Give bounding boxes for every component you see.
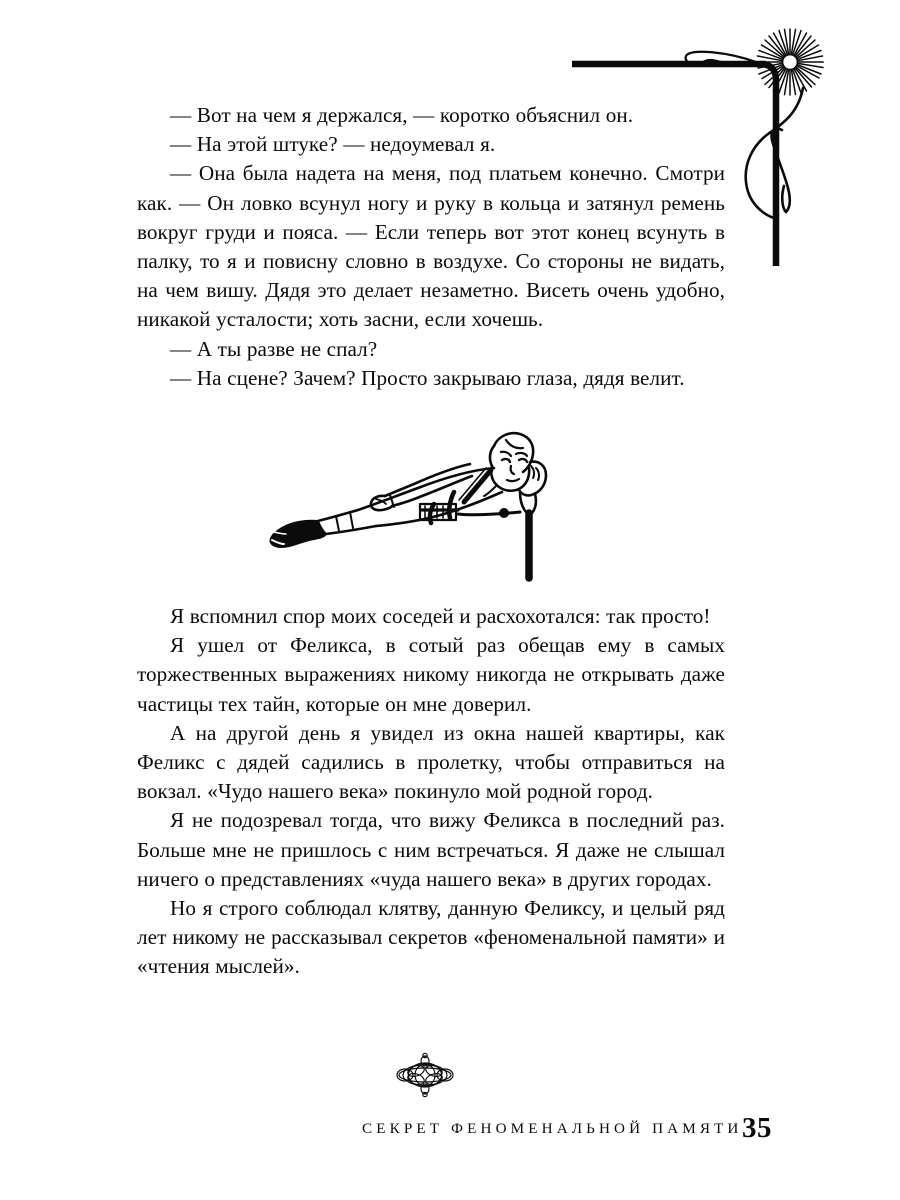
- paragraph: Я не подозревал тогда, что вижу Феликса в последний раз. Больше мне не пришлось с ним встречаться. Я даже не слышал ничего о представлениях «чуда нашего века» в других городах.: [137, 808, 725, 891]
- eye-near: [502, 459, 510, 462]
- trouser-crease-shin: [336, 516, 339, 531]
- illustration-svg: [258, 418, 568, 593]
- trouser-crease-knee: [350, 512, 353, 528]
- paragraph: Я вспомнил спор моих соседей и расхохотался: так просто!: [170, 604, 711, 628]
- eye-far: [519, 459, 527, 462]
- running-foot-title: СЕКРЕТ ФЕНОМЕНАЛЬНОЙ ПАМЯТИ: [362, 1120, 743, 1137]
- ornament-tendril-long: [746, 88, 803, 218]
- ornament-small-loop: [686, 52, 756, 64]
- paragraph: — А ты разве не спал?: [170, 336, 378, 361]
- paragraph: — На этой штуке? — недоумевал я.: [170, 132, 496, 157]
- boy-reclining-on-pole-illustration: [258, 418, 568, 593]
- body-text-lower: [137, 602, 725, 982]
- body-text-upper: [137, 101, 725, 393]
- harness-to-pole-link: [458, 512, 520, 515]
- footer-knot-svg: [396, 1052, 454, 1098]
- ornament-tendril-leaf: [772, 129, 790, 212]
- dandelion-flower-icon: [757, 29, 823, 95]
- near-arm-upper: [385, 464, 470, 496]
- hair-outline: [494, 433, 533, 472]
- supporting-forearm: [532, 494, 536, 513]
- paragraph: Я ушел от Феликса, в сотый раз обещав ему в самых торжественных выражениях никому никогда не открывать даже частицы тех тайн, которые он мне доверил.: [137, 633, 725, 716]
- mouth: [507, 479, 519, 481]
- near-arm-lower: [392, 476, 472, 506]
- nose: [511, 466, 514, 474]
- eyebrow-far: [516, 453, 527, 456]
- hair-back: [490, 446, 494, 466]
- hand-fingers: [536, 468, 539, 480]
- footer-knot-ornament: [396, 1052, 454, 1098]
- paragraph: — Она была надета на меня, под платьем конечно. Смотри как. — Он ловко всунул ногу и руку в кольца и затянул ремень вокруг груди и пояса. — Если теперь вот этот конец всунуть в палку, то я и повисну словно в воздухе. Со стороны не видать, на чем вишу. Дядя это делает незаметно. Висеть очень удобно, никакой усталости; хоть засни, если хочешь.: [137, 161, 725, 332]
- ornament-tendril-leaf-tip: [782, 186, 786, 212]
- harness-pivot-knob: [499, 508, 509, 518]
- eyebrow: [501, 452, 511, 456]
- leg-lower-contour: [326, 526, 376, 534]
- hair-lock: [506, 440, 523, 448]
- paragraph: Но я строго соблюдал клятву, данную Феликсу, и целый ряд лет никому не рассказывал секретов «феноменальной памяти» и «чтения мыслей».: [137, 896, 725, 979]
- hand-fingers-2: [531, 466, 534, 478]
- dandelion-center: [783, 55, 797, 69]
- paragraph: — Вот на чем я держался, — коротко объяснил он.: [170, 103, 634, 127]
- paragraph: — На сцене? Зачем? Просто закрываю глаза, дядя велит.: [170, 365, 685, 390]
- paragraph: А на другой день я увидел из окна нашей квартиры, как Феликс с дядей садились в пролетку, чтобы отправиться на вокзал. «Чудо нашего века» покинуло мой родной город.: [137, 720, 725, 804]
- ornament-corner-rule: [760, 64, 776, 266]
- page-number: 35: [742, 1112, 772, 1144]
